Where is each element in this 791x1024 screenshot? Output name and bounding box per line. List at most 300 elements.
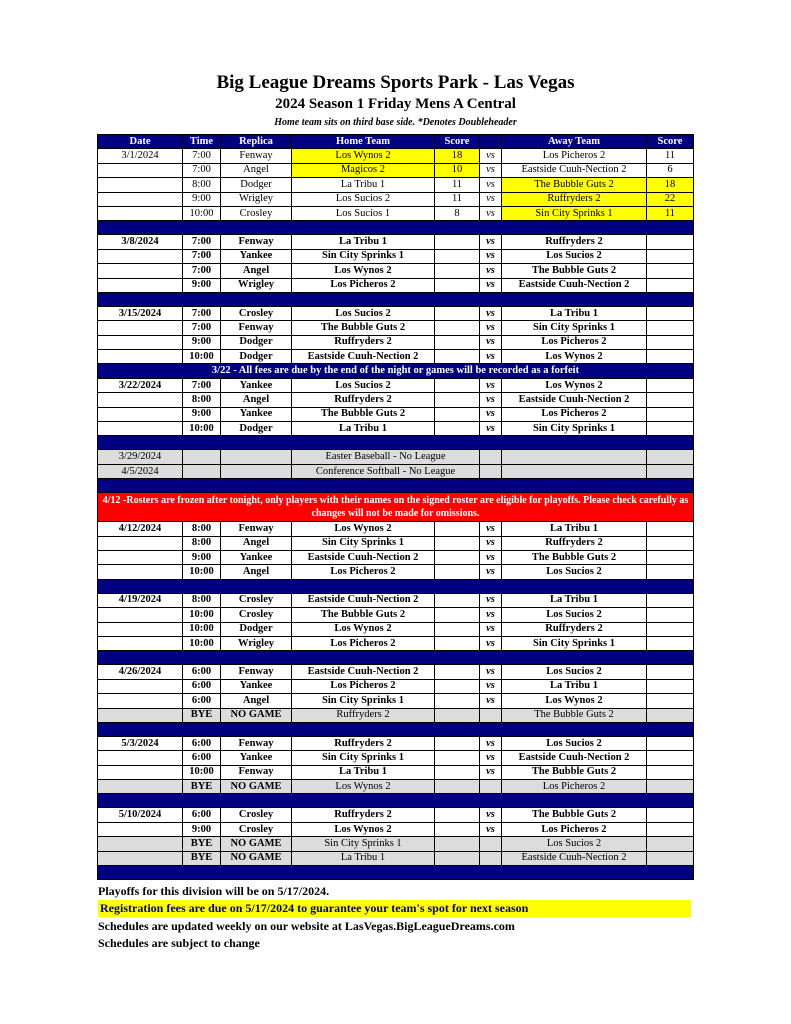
vs-cell: vs: [480, 163, 502, 177]
away-score-cell: [647, 335, 694, 349]
away-score-cell: [647, 249, 694, 263]
away-score-cell: [647, 622, 694, 636]
away-score-cell: [647, 536, 694, 550]
away-team-cell: Los Sucios 2: [502, 249, 647, 263]
away-team-cell: Los Wynos 2: [502, 350, 647, 364]
time-cell: 9:00: [183, 550, 221, 564]
home-score-cell: [435, 306, 480, 320]
game-row: [98, 694, 694, 708]
home-team-cell: Los Sucios 2: [292, 378, 435, 392]
home-score-cell: [435, 378, 480, 392]
away-score-cell: [647, 464, 694, 478]
away-team-cell: Los Picheros 2: [502, 149, 647, 163]
time-cell: 6:00: [183, 665, 221, 679]
replica-cell: Dodger: [221, 350, 292, 364]
away-team-cell: Ruffryders 2: [502, 192, 647, 206]
vs-cell: [480, 837, 502, 851]
home-team-cell: Ruffryders 2: [292, 708, 435, 722]
home-score-cell: [435, 278, 480, 292]
vs-cell: vs: [480, 736, 502, 750]
home-team-cell: Eastside Cuuh-Nection 2: [292, 593, 435, 607]
date-cell: 4/12/2024: [98, 522, 183, 536]
vs-cell: vs: [480, 278, 502, 292]
game-row: [98, 249, 694, 263]
date-cell: [98, 636, 183, 650]
date-cell: [98, 694, 183, 708]
game-row: [98, 163, 694, 177]
away-team-cell: Eastside Cuuh-Nection 2: [502, 393, 647, 407]
home-team-cell: La Tribu 1: [292, 422, 435, 436]
home-score-cell: [435, 851, 480, 865]
home-team-cell: Los Picheros 2: [292, 636, 435, 650]
away-team-cell: Los Picheros 2: [502, 335, 647, 349]
vs-cell: vs: [480, 636, 502, 650]
separator-cell: [98, 866, 694, 880]
time-cell: BYE: [183, 780, 221, 794]
away-team-cell: Sin City Sprinks 1: [502, 636, 647, 650]
time-cell: 7:00: [183, 378, 221, 392]
game-row: [98, 679, 694, 693]
time-cell: 8:00: [183, 522, 221, 536]
replica-cell: Yankee: [221, 378, 292, 392]
game-row: [98, 192, 694, 206]
replica-cell: Crosley: [221, 822, 292, 836]
vs-cell: vs: [480, 264, 502, 278]
bye-row: [98, 708, 694, 722]
game-row: [98, 808, 694, 822]
away-team-cell: Sin City Sprinks 1: [502, 321, 647, 335]
replica-cell: Crosley: [221, 808, 292, 822]
away-team-cell: Los Sucios 2: [502, 565, 647, 579]
home-team-cell: Los Wynos 2: [292, 149, 435, 163]
time-cell: 10:00: [183, 636, 221, 650]
away-team-cell: La Tribu 1: [502, 306, 647, 320]
separator-row: [98, 866, 694, 880]
time-cell: 10:00: [183, 422, 221, 436]
home-team-cell: Los Wynos 2: [292, 522, 435, 536]
subject-note: Schedules are subject to change: [98, 936, 260, 950]
game-row: [98, 235, 694, 249]
vs-cell: vs: [480, 694, 502, 708]
replica-cell: Dodger: [221, 178, 292, 192]
separator-row: [98, 221, 694, 235]
replica-cell: NO GAME: [221, 851, 292, 865]
vs-cell: vs: [480, 393, 502, 407]
away-score-cell: 6: [647, 163, 694, 177]
game-row: [98, 407, 694, 421]
bye-row: [98, 851, 694, 865]
vs-cell: vs: [480, 206, 502, 220]
bye-row: [98, 837, 694, 851]
date-cell: [98, 679, 183, 693]
game-row: [98, 264, 694, 278]
away-score-cell: [647, 550, 694, 564]
home-team-cell: Los Wynos 2: [292, 622, 435, 636]
game-row: [98, 593, 694, 607]
home-score-cell: [435, 765, 480, 779]
page-title: Big League Dreams Sports Park - Las Vegas: [216, 72, 575, 93]
home-team-cell: Los Sucios 2: [292, 306, 435, 320]
date-cell: [98, 178, 183, 192]
vs-cell: vs: [480, 249, 502, 263]
away-score-cell: [647, 708, 694, 722]
date-cell: [98, 278, 183, 292]
away-score-cell: [647, 665, 694, 679]
away-team-cell: The Bubble Guts 2: [502, 708, 647, 722]
away-team-cell: Sin City Sprinks 1: [502, 422, 647, 436]
game-row: [98, 278, 694, 292]
separator-row: [98, 651, 694, 665]
home-score-cell: [435, 636, 480, 650]
game-row: [98, 206, 694, 220]
header-note: Home team sits on third base side. *Denotes Doubleheader: [274, 117, 517, 128]
away-score-cell: [647, 593, 694, 607]
home-team-cell: Eastside Cuuh-Nection 2: [292, 550, 435, 564]
vs-cell: vs: [480, 522, 502, 536]
replica-cell: Fenway: [221, 149, 292, 163]
game-row: [98, 335, 694, 349]
separator-cell: [98, 221, 694, 235]
date-cell: [98, 264, 183, 278]
time-cell: 7:00: [183, 163, 221, 177]
away-team-cell: Sin City Sprinks 1: [502, 206, 647, 220]
away-score-cell: [647, 235, 694, 249]
date-cell: [98, 335, 183, 349]
replica-cell: Wrigley: [221, 278, 292, 292]
home-team-cell: Los Picheros 2: [292, 565, 435, 579]
away-team-cell: La Tribu 1: [502, 593, 647, 607]
time-cell: 7:00: [183, 235, 221, 249]
home-team-cell: Los Picheros 2: [292, 679, 435, 693]
replica-cell: Crosley: [221, 206, 292, 220]
time-cell: [183, 464, 221, 478]
separator-row: [98, 436, 694, 450]
home-team-cell: Sin City Sprinks 1: [292, 751, 435, 765]
replica-cell: Crosley: [221, 608, 292, 622]
away-score-cell: [647, 837, 694, 851]
home-team-cell: La Tribu 1: [292, 765, 435, 779]
replica-cell: Angel: [221, 536, 292, 550]
no-league-row: [98, 464, 694, 478]
away-score-cell: 11: [647, 149, 694, 163]
home-score-cell: 10: [435, 163, 480, 177]
time-cell: 7:00: [183, 321, 221, 335]
vs-cell: vs: [480, 622, 502, 636]
separator-cell: [98, 579, 694, 593]
game-row: [98, 149, 694, 163]
replica-cell: Angel: [221, 694, 292, 708]
replica-cell: [221, 450, 292, 464]
time-cell: 10:00: [183, 608, 221, 622]
home-score-cell: [435, 694, 480, 708]
home-score-cell: [435, 736, 480, 750]
replica-cell: Fenway: [221, 522, 292, 536]
date-cell: [98, 822, 183, 836]
home-score-cell: [435, 393, 480, 407]
time-cell: 10:00: [183, 622, 221, 636]
date-cell: 4/5/2024: [98, 464, 183, 478]
date-cell: [98, 622, 183, 636]
roster-alert-text: 4/12 -Rosters are frozen after tonight, only players with their names on the signed roster are eligible for playoffs. Please check carefully as changes will not be made for omissions.: [98, 493, 694, 522]
time-cell: 6:00: [183, 694, 221, 708]
vs-cell: vs: [480, 378, 502, 392]
home-score-cell: [435, 422, 480, 436]
game-row: [98, 422, 694, 436]
col-header-date: Date: [98, 135, 183, 149]
away-team-cell: The Bubble Guts 2: [502, 550, 647, 564]
date-cell: [98, 851, 183, 865]
vs-cell: vs: [480, 306, 502, 320]
vs-cell: vs: [480, 536, 502, 550]
vs-cell: vs: [480, 149, 502, 163]
col-header-home-score: Score: [435, 135, 480, 149]
date-cell: [98, 192, 183, 206]
away-team-cell: Los Wynos 2: [502, 694, 647, 708]
col-header-vs: [480, 135, 502, 149]
away-team-cell: Los Picheros 2: [502, 780, 647, 794]
home-score-cell: [435, 808, 480, 822]
vs-cell: vs: [480, 608, 502, 622]
vs-cell: [480, 450, 502, 464]
vs-cell: vs: [480, 350, 502, 364]
game-row: [98, 321, 694, 335]
replica-cell: Yankee: [221, 407, 292, 421]
away-team-cell: La Tribu 1: [502, 522, 647, 536]
replica-cell: Fenway: [221, 736, 292, 750]
away-score-cell: 22: [647, 192, 694, 206]
date-cell: [98, 422, 183, 436]
away-team-cell: Los Wynos 2: [502, 378, 647, 392]
col-header-time: Time: [183, 135, 221, 149]
replica-cell: Fenway: [221, 235, 292, 249]
website-note: Schedules are updated weekly on our website at LasVegas.BigLeagueDreams.com: [98, 919, 515, 933]
away-team-cell: Ruffryders 2: [502, 536, 647, 550]
away-score-cell: [647, 450, 694, 464]
home-score-cell: 8: [435, 206, 480, 220]
time-cell: 7:00: [183, 149, 221, 163]
away-score-cell: [647, 636, 694, 650]
home-team-cell: Los Sucios 2: [292, 192, 435, 206]
replica-cell: [221, 464, 292, 478]
game-row: [98, 393, 694, 407]
time-cell: 9:00: [183, 278, 221, 292]
time-cell: 6:00: [183, 751, 221, 765]
game-row: [98, 522, 694, 536]
away-team-cell: Los Sucios 2: [502, 837, 647, 851]
game-row: [98, 608, 694, 622]
away-team-cell: [502, 450, 647, 464]
game-row: [98, 550, 694, 564]
replica-cell: Fenway: [221, 321, 292, 335]
separator-row: [98, 579, 694, 593]
home-team-cell: La Tribu 1: [292, 851, 435, 865]
vs-cell: vs: [480, 765, 502, 779]
away-team-cell: Los Sucios 2: [502, 608, 647, 622]
away-score-cell: [647, 751, 694, 765]
away-team-cell: Ruffryders 2: [502, 622, 647, 636]
separator-row: [98, 479, 694, 493]
date-cell: [98, 837, 183, 851]
home-team-cell: The Bubble Guts 2: [292, 608, 435, 622]
home-score-cell: [435, 249, 480, 263]
time-cell: 7:00: [183, 306, 221, 320]
vs-cell: vs: [480, 335, 502, 349]
game-row: [98, 636, 694, 650]
time-cell: 10:00: [183, 206, 221, 220]
away-team-cell: [502, 464, 647, 478]
separator-cell: [98, 794, 694, 808]
home-score-cell: [435, 335, 480, 349]
replica-cell: Angel: [221, 264, 292, 278]
home-score-cell: [435, 822, 480, 836]
away-score-cell: [647, 765, 694, 779]
away-team-cell: The Bubble Guts 2: [502, 765, 647, 779]
away-score-cell: [647, 780, 694, 794]
replica-cell: Fenway: [221, 765, 292, 779]
vs-cell: vs: [480, 550, 502, 564]
home-score-cell: [435, 536, 480, 550]
time-cell: 7:00: [183, 249, 221, 263]
home-score-cell: [435, 751, 480, 765]
home-team-cell: La Tribu 1: [292, 178, 435, 192]
date-cell: [98, 550, 183, 564]
separator-row: [98, 722, 694, 736]
away-score-cell: [647, 422, 694, 436]
time-cell: BYE: [183, 851, 221, 865]
replica-cell: Dodger: [221, 622, 292, 636]
home-score-cell: [435, 550, 480, 564]
time-cell: 8:00: [183, 536, 221, 550]
date-cell: 3/8/2024: [98, 235, 183, 249]
replica-cell: Angel: [221, 393, 292, 407]
vs-cell: vs: [480, 422, 502, 436]
col-header-away-team: Away Team: [502, 135, 647, 149]
date-cell: 3/15/2024: [98, 306, 183, 320]
game-row: [98, 822, 694, 836]
time-cell: [183, 450, 221, 464]
page-subtitle: 2024 Season 1 Friday Mens A Central: [275, 96, 516, 112]
away-score-cell: [647, 694, 694, 708]
home-score-cell: [435, 407, 480, 421]
home-score-cell: [435, 321, 480, 335]
home-team-cell: Sin City Sprinks 1: [292, 536, 435, 550]
roster-alert-row: [98, 493, 694, 522]
away-team-cell: Los Picheros 2: [502, 822, 647, 836]
home-score-cell: 11: [435, 192, 480, 206]
col-header-away-score: Score: [647, 135, 694, 149]
home-score-cell: 11: [435, 178, 480, 192]
home-score-cell: [435, 522, 480, 536]
home-team-cell: Los Wynos 2: [292, 264, 435, 278]
time-cell: 9:00: [183, 335, 221, 349]
home-team-cell: Los Wynos 2: [292, 822, 435, 836]
date-cell: [98, 708, 183, 722]
away-score-cell: [647, 808, 694, 822]
time-cell: 9:00: [183, 822, 221, 836]
no-league-text: Easter Baseball - No League: [292, 450, 480, 464]
separator-cell: [98, 436, 694, 450]
date-cell: 3/1/2024: [98, 149, 183, 163]
date-cell: [98, 350, 183, 364]
separator-cell: [98, 651, 694, 665]
replica-cell: Yankee: [221, 679, 292, 693]
date-cell: 5/3/2024: [98, 736, 183, 750]
away-team-cell: Los Sucios 2: [502, 736, 647, 750]
away-team-cell: La Tribu 1: [502, 679, 647, 693]
away-score-cell: [647, 608, 694, 622]
home-team-cell: Ruffryders 2: [292, 393, 435, 407]
away-score-cell: [647, 321, 694, 335]
time-cell: 8:00: [183, 393, 221, 407]
table-header-row: [98, 135, 694, 149]
away-score-cell: [647, 822, 694, 836]
home-team-cell: Ruffryders 2: [292, 736, 435, 750]
vs-cell: vs: [480, 751, 502, 765]
time-cell: 10:00: [183, 765, 221, 779]
date-cell: [98, 765, 183, 779]
schedule-body: [98, 149, 694, 880]
no-league-text: Conference Softball - No League: [292, 464, 480, 478]
away-team-cell: Eastside Cuuh-Nection 2: [502, 278, 647, 292]
separator-cell: [98, 292, 694, 306]
separator-row: [98, 292, 694, 306]
home-team-cell: Sin City Sprinks 1: [292, 837, 435, 851]
home-score-cell: [435, 679, 480, 693]
away-team-cell: The Bubble Guts 2: [502, 178, 647, 192]
bye-row: [98, 780, 694, 794]
vs-cell: vs: [480, 679, 502, 693]
time-cell: 6:00: [183, 736, 221, 750]
replica-cell: Angel: [221, 163, 292, 177]
date-cell: [98, 249, 183, 263]
separator-cell: [98, 722, 694, 736]
away-score-cell: [647, 522, 694, 536]
vs-cell: vs: [480, 192, 502, 206]
away-score-cell: [647, 393, 694, 407]
home-score-cell: [435, 780, 480, 794]
home-score-cell: [435, 235, 480, 249]
home-team-cell: The Bubble Guts 2: [292, 407, 435, 421]
game-row: [98, 178, 694, 192]
playoffs-note: Playoffs for this division will be on 5/17/2024.: [98, 884, 330, 898]
fees-notice-row: [98, 364, 694, 378]
away-score-cell: [647, 278, 694, 292]
away-score-cell: [647, 565, 694, 579]
date-cell: [98, 321, 183, 335]
home-score-cell: [435, 608, 480, 622]
away-score-cell: [647, 679, 694, 693]
time-cell: BYE: [183, 837, 221, 851]
col-header-home-team: Home Team: [292, 135, 435, 149]
vs-cell: vs: [480, 808, 502, 822]
replica-cell: NO GAME: [221, 837, 292, 851]
replica-cell: Crosley: [221, 593, 292, 607]
home-team-cell: Ruffryders 2: [292, 335, 435, 349]
home-score-cell: 18: [435, 149, 480, 163]
home-team-cell: Eastside Cuuh-Nection 2: [292, 665, 435, 679]
replica-cell: Yankee: [221, 550, 292, 564]
vs-cell: vs: [480, 178, 502, 192]
vs-cell: vs: [480, 235, 502, 249]
col-header-replica: Replica: [221, 135, 292, 149]
away-score-cell: 11: [647, 206, 694, 220]
game-row: [98, 765, 694, 779]
replica-cell: NO GAME: [221, 708, 292, 722]
home-score-cell: [435, 665, 480, 679]
vs-cell: vs: [480, 321, 502, 335]
replica-cell: Dodger: [221, 335, 292, 349]
home-team-cell: Los Sucios 1: [292, 206, 435, 220]
